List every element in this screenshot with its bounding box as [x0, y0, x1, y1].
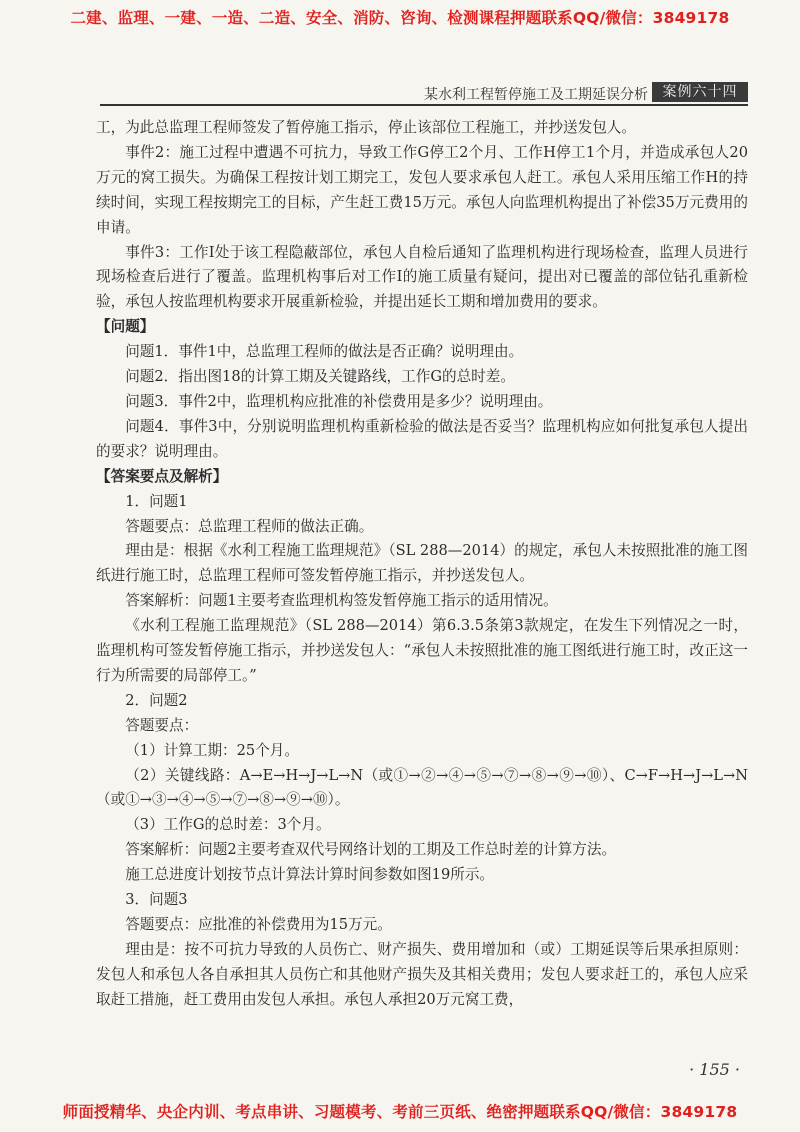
paragraph: 事件2：施工过程中遭遇不可抗力，导致工作G停工2个月、工作H停工1个月，并造成承包人20万元的窝工损失。为确保工程按计划工期完工，发包人要求承包人赶工。承包人采用压缩工作H的持续时间，实现工程按期完工的目标，产生赶工费15万元。承包人向监理机构提出了补偿35万元费用的申请。 [96, 143, 748, 236]
question-item: 问题2．指出图18的计算工期及关键路线，工作G的总时差。 [125, 368, 515, 386]
header-title: 某水利工程暂停施工及工期延误分析 [424, 87, 648, 103]
question-item: 问题4．事件3中，分别说明监理机构重新检验的做法是否妥当？监理机构应如何批复承包人提出的要求？说明理由。 [96, 417, 748, 460]
paragraph: 答案解析：问题2主要考查双代号网络计划的工期及工作总时差的计算方法。 [125, 841, 617, 859]
promo-banner-bottom: 师面授精华、央企内训、考点串讲、习题模考、考前三页纸、绝密押题联系QQ/微信：3849178 [62, 1103, 738, 1121]
paragraph: 事件3：工作I处于该工程隐蔽部位，承包人自检后通知了监理机构进行现场检查，监理人员进行现场检查后进行了覆盖。监理机构事后对工作I的施工质量有疑问，提出对已覆盖的部位钻孔重新检验，承包人按监理机构要求开展重新检验，并提出延长工期和增加费用的要求。 [96, 243, 748, 311]
case-badge: 案例六十四 [652, 82, 748, 102]
paragraph: 施工总进度计划按节点计算法计算时间参数如图19所示。 [125, 866, 495, 884]
question-item: 问题3．事件2中，监理机构应批准的补偿费用是多少？说明理由。 [125, 392, 553, 410]
running-header [100, 84, 748, 106]
paragraph: 《水利工程施工监理规范》（SL 288—2014）第6.3.5条第3款规定，在发生下列情况之一时，监理机构可签发暂停施工指示，并抄送发包人：“承包人未按照批准的施工图纸进行施工时，改正这一行为所需要的局部停工。” [96, 617, 748, 684]
question-item: 问题1．事件1中，总监理工程师的做法是否正确？说明理由。 [125, 343, 524, 361]
paragraph: 理由是：根据《水利工程施工监理规范》（SL 288—2014）的规定，承包人未按照批准的施工图纸进行施工时，总监理工程师可签发暂停施工指示，并抄送发包人。 [96, 542, 748, 585]
body-text [96, 116, 748, 1013]
promo-banner-top: 二建、监理、一建、一造、二造、安全、消防、咨询、检测课程押题联系QQ/微信：3849178 [70, 9, 730, 27]
paragraph: 答案解析：问题1主要考查监理机构签发暂停施工指示的适用情况。 [125, 592, 558, 610]
paragraph: 答题要点：应批准的补偿费用为15万元。 [125, 916, 392, 933]
subheading: 2．问题2 [125, 691, 188, 709]
section-heading: 【答案要点及解析】 [96, 467, 228, 485]
paragraph: （2）关键线路：A→E→H→J→L→N（或①→②→④→⑤→⑦→⑧→⑨→⑩）、C→F→H→J→L→N（或①→③→④→⑤→⑦→⑧→⑨→⑩）。 [96, 766, 748, 809]
paragraph: 答题要点： [125, 716, 199, 734]
section-heading: 【问题】 [96, 318, 155, 336]
paragraph: （3）工作G的总时差：3个月。 [125, 816, 331, 834]
subheading: 3．问题3 [125, 891, 188, 909]
paragraph: 答题要点：总监理工程师的做法正确。 [125, 517, 374, 535]
subheading: 1．问题1 [125, 492, 188, 510]
paragraph: 工，为此总监理工程师签发了暂停施工指示，停止该部位工程施工，并抄送发包人。 [96, 119, 636, 136]
paragraph: 理由是：按不可抗力导致的人员伤亡、财产损失、费用增加和（或）工期延误等后果承担原则：发包人和承包人各自承担其人员伤亡和其他财产损失及其相关费用；发包人要求赶工的，承包人应采取赶工措施，赶工费用由发包人承担。承包人承担20万元窝工费， [96, 940, 748, 1008]
paragraph: （1）计算工期：25个月。 [125, 741, 299, 759]
page-number: · 155 · [689, 1060, 740, 1079]
